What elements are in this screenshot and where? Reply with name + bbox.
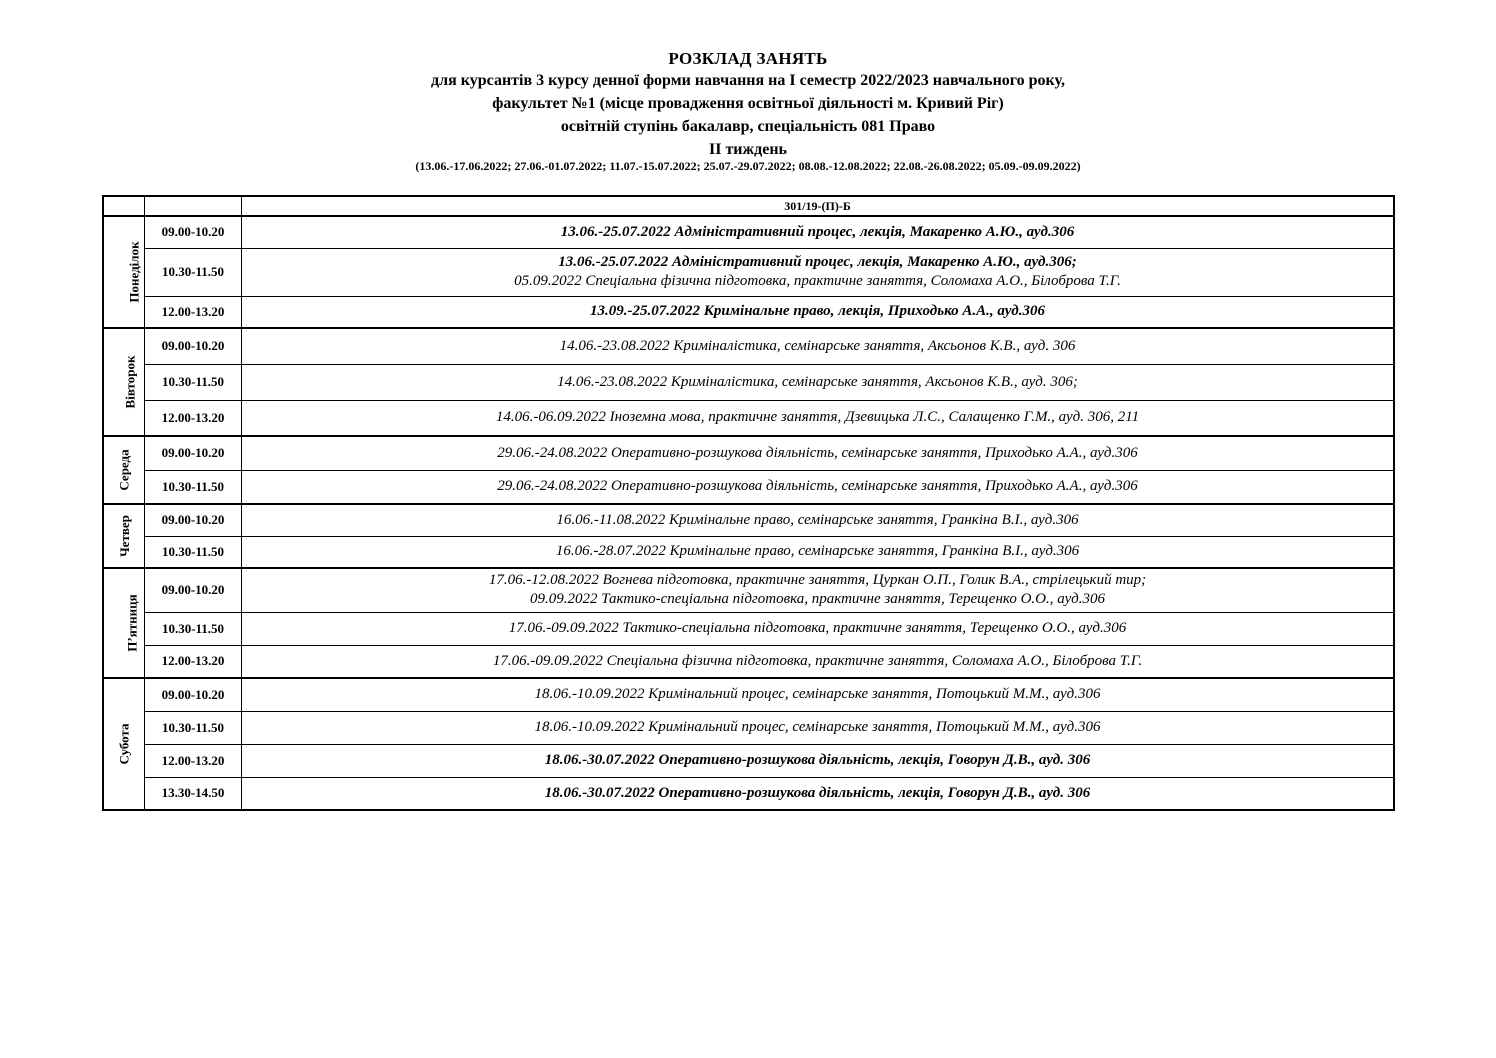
time-slot: 10.30-11.50 xyxy=(145,364,242,400)
time-slot: 10.30-11.50 xyxy=(145,248,242,296)
schedule-week-label: ІІ тиждень xyxy=(708,141,787,158)
schedule-row xyxy=(103,678,1394,711)
day-name: П’ятниця xyxy=(124,594,140,652)
day-cell xyxy=(103,328,145,436)
day-name: Вівторок xyxy=(122,355,138,409)
schedule-row xyxy=(103,504,1394,536)
schedule-row xyxy=(103,711,1394,744)
schedule-row xyxy=(103,470,1394,504)
schedule-row xyxy=(103,296,1394,328)
time-slot: 10.30-11.50 xyxy=(145,711,242,744)
class-entry: 13.09.-25.07.2022 Кримінальне право, лекція, Приходько А.А., ауд.306 xyxy=(590,303,1045,320)
schedule-row xyxy=(103,744,1394,777)
class-entry: 16.06.-28.07.2022 Кримінальне право, семінарське заняття, Гранкіна В.І., ауд.306 xyxy=(555,543,1080,560)
class-entry: 14.06.-23.08.2022 Криміналістика, семінарське заняття, Аксьонов К.В., ауд. 306; xyxy=(557,373,1078,390)
class-entry: 17.06.-12.08.2022 Вогнева підготовка, практичне заняття, Цуркан О.П., Голик В.А., стрілецький тир; xyxy=(488,572,1147,589)
table-header-row xyxy=(103,196,1394,216)
day-name: Субота xyxy=(116,723,132,765)
class-entry: 29.06.-24.08.2022 Оперативно-розшукова діяльність, семінарське заняття, Приходько А.А., ауд.306 xyxy=(497,478,1138,495)
class-cell xyxy=(242,568,1395,612)
class-cell xyxy=(242,678,1395,711)
class-cell xyxy=(242,470,1395,504)
class-entry: 18.06.-10.09.2022 Кримінальний процес, семінарське заняття, Потоцький М.М., ауд.306 xyxy=(534,686,1101,703)
schedule-table xyxy=(102,195,1395,811)
header-time-cell xyxy=(145,196,242,216)
class-cell xyxy=(242,744,1395,777)
schedule-row xyxy=(103,777,1394,810)
schedule-subtitle-faculty: факультет №1 (місце провадження освітньої діяльності м. Кривий Ріг) xyxy=(492,95,1004,112)
schedule-subtitle-degree: освітній ступінь бакалавр, спеціальність 081 Право xyxy=(560,118,936,135)
time-slot: 09.00-10.20 xyxy=(145,328,242,364)
schedule-row xyxy=(103,216,1394,248)
class-cell xyxy=(242,536,1395,568)
class-cell xyxy=(242,436,1395,470)
schedule-row xyxy=(103,400,1394,436)
time-slot: 12.00-13.20 xyxy=(145,400,242,436)
class-entry: 17.06.-09.09.2022 Спеціальна фізична підготовка, практичне заняття, Соломаха А.О., Білоброва Т.Г. xyxy=(492,652,1143,669)
day-name: Понеділок xyxy=(126,241,142,303)
day-name: Середа xyxy=(116,449,132,491)
class-entry: 05.09.2022 Спеціальна фізична підготовка, практичне заняття, Соломаха А.О., Білоброва Т.Г. xyxy=(514,273,1121,289)
time-slot: 12.00-13.20 xyxy=(145,296,242,328)
day-name: Четвер xyxy=(116,515,132,557)
class-cell xyxy=(242,504,1395,536)
time-slot: 12.00-13.20 xyxy=(145,645,242,678)
time-slot: 09.00-10.20 xyxy=(145,678,242,711)
time-slot: 09.00-10.20 xyxy=(145,216,242,248)
schedule-subtitle-course: для курсантів 3 курсу денної форми навчання на І семестр 2022/2023 навчального року, xyxy=(431,72,1065,89)
class-entry: 29.06.-24.08.2022 Оперативно-розшукова діяльність, семінарське заняття, Приходько А.А., ауд.306 xyxy=(497,444,1138,461)
class-entry: 18.06.-10.09.2022 Кримінальний процес, семінарське заняття, Потоцький М.М., ауд.306 xyxy=(534,719,1101,735)
schedule-row xyxy=(103,436,1394,470)
class-cell xyxy=(242,364,1395,400)
day-cell xyxy=(103,568,145,678)
class-cell xyxy=(242,711,1395,744)
time-slot: 10.30-11.50 xyxy=(145,470,242,504)
day-cell xyxy=(103,678,145,810)
day-cell xyxy=(103,504,145,568)
schedule-title: РОЗКЛАД ЗАНЯТЬ xyxy=(668,49,828,68)
day-cell xyxy=(103,436,145,504)
time-slot: 10.30-11.50 xyxy=(145,612,242,645)
time-slot: 09.00-10.20 xyxy=(145,504,242,536)
class-entry: 14.06.-23.08.2022 Криміналістика, семінарське заняття, Аксьонов К.В., ауд. 306 xyxy=(559,337,1076,354)
class-cell xyxy=(242,612,1395,645)
class-cell xyxy=(242,645,1395,678)
class-entry: 18.06.-30.07.2022 Оперативно-розшукова діяльність, лекція, Говорун Д.В., ауд. 306 xyxy=(544,752,1091,768)
schedule-row xyxy=(103,645,1394,678)
schedule-row xyxy=(103,328,1394,364)
schedule-row xyxy=(103,612,1394,645)
class-entry: 09.09.2022 Тактико-спеціальна підготовка, практичне заняття, Терещенко О.О., ауд.306 xyxy=(529,591,1106,608)
class-entry: 18.06.-30.07.2022 Оперативно-розшукова діяльність, лекція, Говорун Д.В., ауд. 306 xyxy=(544,784,1091,801)
class-cell xyxy=(242,777,1395,810)
class-cell xyxy=(242,328,1395,364)
class-entry: 16.06.-11.08.2022 Кримінальне право, семінарське заняття, Гранкіна В.І., ауд.306 xyxy=(556,511,1079,528)
schedule-row xyxy=(103,364,1394,400)
class-entry: 14.06.-06.09.2022 Іноземна мова, практичне заняття, Дзевицька Л.С., Салащенко Г.М., ауд. 306, 211 xyxy=(495,409,1140,426)
time-slot: 10.30-11.50 xyxy=(145,536,242,568)
schedule-row xyxy=(103,536,1394,568)
class-entry: 13.06.-25.07.2022 Адміністративний процес, лекція, Макаренко А.Ю., ауд.306 xyxy=(560,223,1075,240)
schedule-row xyxy=(103,568,1394,612)
time-slot: 12.00-13.20 xyxy=(145,744,242,777)
class-cell xyxy=(242,400,1395,436)
header-day-cell xyxy=(103,196,145,216)
class-entry: 17.06.-09.09.2022 Тактико-спеціальна підготовка, практичне заняття, Терещенко О.О., ауд.306 xyxy=(508,620,1127,636)
time-slot: 13.30-14.50 xyxy=(145,777,242,810)
class-entry: 13.06.-25.07.2022 Адміністративний процес, лекція, Макаренко А.Ю., ауд.306; xyxy=(558,254,1077,270)
day-cell xyxy=(103,216,145,328)
time-slot: 09.00-10.20 xyxy=(145,436,242,470)
class-cell xyxy=(242,216,1395,248)
class-cell xyxy=(242,296,1395,328)
schedule-week-dates: (13.06.-17.06.2022; 27.06.-01.07.2022; 11.07.-15.07.2022; 25.07.-29.07.2022; 08.08.-12.08.2022; 22.08.-26.08.2022; 05.09.-09.09.2022) xyxy=(415,159,1081,173)
time-slot: 09.00-10.20 xyxy=(145,568,242,612)
group-name-header: 301/19-(П)-Б xyxy=(242,196,1395,216)
schedule-row xyxy=(103,248,1394,296)
class-cell xyxy=(242,248,1395,296)
